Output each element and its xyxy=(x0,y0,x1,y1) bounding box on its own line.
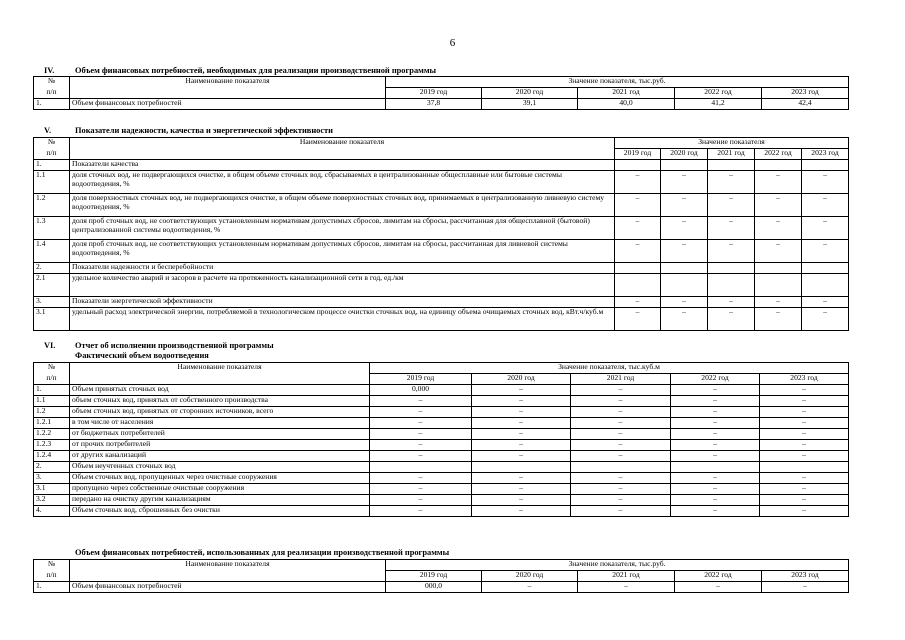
row-number: 1. xyxy=(34,582,70,593)
table-row xyxy=(34,451,849,462)
value-cell: – xyxy=(671,418,760,429)
value-cell: – xyxy=(571,396,671,407)
year-header: 2022 год xyxy=(675,88,762,99)
value-cell: – xyxy=(671,484,760,495)
value-cell: – xyxy=(472,495,571,506)
value-cell: – xyxy=(755,217,802,240)
year-header: 2019 год xyxy=(370,374,472,385)
value-cell: – xyxy=(671,385,760,396)
value-cell: – xyxy=(482,582,578,593)
value-cell: – xyxy=(760,418,849,429)
row-number: 1.1 xyxy=(34,171,70,194)
row-name: Объем финансовых потребностей xyxy=(70,582,386,593)
column-header-value: Значение показателя, тыс.руб. xyxy=(386,77,849,88)
section-vi-financial-title: Объем финансовых потребностей, использованных для реализации производственной программы xyxy=(75,548,450,557)
value-cell: – xyxy=(708,171,755,194)
table-header-row xyxy=(34,560,849,571)
row-name: удельное количество аварий и засоров в расчете на протяженность канализационной сети в год, ед./км xyxy=(70,274,615,297)
row-name: передано на очистку другим канализациям xyxy=(70,495,370,506)
value-cell: – xyxy=(708,297,755,308)
value-cell: – xyxy=(472,506,571,517)
table-row xyxy=(34,440,849,451)
value-cell: – xyxy=(760,440,849,451)
value-cell: – xyxy=(571,451,671,462)
section-vi-subtitle: Фактический объем водоотведения xyxy=(75,351,209,360)
year-header: 2023 год xyxy=(762,88,849,99)
value-cell: – xyxy=(615,194,661,217)
value-cell: – xyxy=(802,297,849,308)
value-cell: – xyxy=(370,484,472,495)
row-name: в том числе от населения xyxy=(70,418,370,429)
table-header-years-row xyxy=(34,149,849,160)
table-row xyxy=(34,473,849,484)
value-cell xyxy=(615,274,661,297)
value-cell xyxy=(571,462,671,473)
value-cell: 000,0 xyxy=(386,582,482,593)
table-row xyxy=(34,484,849,495)
value-cell: – xyxy=(571,473,671,484)
value-cell: – xyxy=(472,429,571,440)
value-cell xyxy=(671,462,760,473)
row-number: 1.4 xyxy=(34,240,70,263)
value-cell: – xyxy=(571,418,671,429)
row-number: 1.1 xyxy=(34,396,70,407)
year-header: 2022 год xyxy=(755,149,802,160)
year-header: 2019 год xyxy=(615,149,661,160)
value-cell xyxy=(708,274,755,297)
row-number: 3.1 xyxy=(34,484,70,495)
value-cell xyxy=(802,263,849,274)
year-header: 2021 год xyxy=(578,88,675,99)
column-header-value: Значение показателя xyxy=(615,138,849,149)
value-cell: – xyxy=(762,582,849,593)
value-cell: – xyxy=(472,451,571,462)
value-cell: – xyxy=(708,217,755,240)
section-vi-number: VI. xyxy=(44,341,56,350)
value-cell xyxy=(755,274,802,297)
value-cell: – xyxy=(755,297,802,308)
value-cell: – xyxy=(472,440,571,451)
table-row xyxy=(34,274,849,297)
row-number: 3.2 xyxy=(34,495,70,506)
table-row xyxy=(34,99,849,110)
value-cell xyxy=(661,263,708,274)
row-name: Показатели качества xyxy=(70,160,615,171)
column-header-number-sub: п/п xyxy=(34,149,70,160)
value-cell: – xyxy=(571,407,671,418)
value-cell: 42,4 xyxy=(762,99,849,110)
row-name: объем сточных вод, принятых от собственного производства xyxy=(70,396,370,407)
column-header-name: Наименование показателя xyxy=(70,363,370,374)
value-cell: – xyxy=(760,407,849,418)
column-header-number-sub: п/п xyxy=(34,374,70,385)
value-cell: – xyxy=(802,217,849,240)
value-cell: – xyxy=(755,308,802,331)
value-cell: – xyxy=(578,582,675,593)
value-cell: – xyxy=(671,429,760,440)
value-cell: – xyxy=(370,429,472,440)
row-name: доля проб сточных вод, не соответствующих установленным нормативам допустимых сбросов, лимитам на сбросы, рассчитанная для ливневой системы водоотведения, % xyxy=(70,240,615,263)
year-header: 2021 год xyxy=(708,149,755,160)
value-cell: – xyxy=(615,217,661,240)
table-header-row xyxy=(34,363,849,374)
row-name: объем сточных вод, принятых от сторонних источников, всего xyxy=(70,407,370,418)
value-cell: – xyxy=(671,473,760,484)
value-cell: – xyxy=(760,484,849,495)
table-row xyxy=(34,506,849,517)
value-cell: – xyxy=(472,473,571,484)
value-cell: – xyxy=(370,418,472,429)
row-name: доля сточных вод, не подвергающихся очистке, в общем объеме сточных вод, сбрасываемых в централизованные общесплавные или бытовые системы водоотведения, % xyxy=(70,171,615,194)
row-name: Объем сточных вод, пропущенных через очистные сооружения xyxy=(70,473,370,484)
row-number: 1.2 xyxy=(34,194,70,217)
value-cell: – xyxy=(661,297,708,308)
value-cell: – xyxy=(472,385,571,396)
value-cell xyxy=(802,160,849,171)
row-name: Объем финансовых потребностей xyxy=(70,99,386,110)
section-v-title: Показатели надежности, качества и энергетической эффективности xyxy=(75,126,333,135)
value-cell: – xyxy=(760,429,849,440)
value-cell: – xyxy=(661,171,708,194)
year-header: 2019 год xyxy=(386,88,482,99)
row-number: 3.1 xyxy=(34,308,70,331)
value-cell xyxy=(661,160,708,171)
year-header: 2021 год xyxy=(571,374,671,385)
column-header-number-sub: п/п xyxy=(34,571,70,582)
column-header-number: № xyxy=(34,77,70,88)
value-cell xyxy=(472,462,571,473)
value-cell: – xyxy=(760,451,849,462)
value-cell xyxy=(661,274,708,297)
value-cell xyxy=(615,263,661,274)
value-cell: – xyxy=(671,440,760,451)
value-cell: – xyxy=(472,396,571,407)
row-number: 2. xyxy=(34,263,70,274)
value-cell xyxy=(802,274,849,297)
column-header-name: Наименование показателя xyxy=(70,560,386,571)
row-name: Показатели надежности и бесперебойности xyxy=(70,263,615,274)
row-number: 1. xyxy=(34,385,70,396)
column-header-name: Наименование показателя xyxy=(70,138,615,149)
value-cell xyxy=(760,462,849,473)
value-cell: – xyxy=(661,308,708,331)
value-cell: – xyxy=(615,240,661,263)
value-cell: 39,1 xyxy=(482,99,578,110)
value-cell: – xyxy=(708,308,755,331)
row-number: 2. xyxy=(34,462,70,473)
column-header-name-cont xyxy=(70,571,386,582)
column-header-number-sub: п/п xyxy=(34,88,70,99)
year-header: 2022 год xyxy=(675,571,762,582)
value-cell: – xyxy=(571,440,671,451)
table-row xyxy=(34,396,849,407)
value-cell: 40,0 xyxy=(578,99,675,110)
table-row xyxy=(34,407,849,418)
value-cell: – xyxy=(370,396,472,407)
row-name: Объем сточных вод, сброшенных без очистки xyxy=(70,506,370,517)
table-row xyxy=(34,194,849,217)
row-name: от бюджетных потребителей xyxy=(70,429,370,440)
value-cell: – xyxy=(760,495,849,506)
table-row xyxy=(34,217,849,240)
year-header: 2023 год xyxy=(762,571,849,582)
row-number: 2.1 xyxy=(34,274,70,297)
year-header: 2020 год xyxy=(482,88,578,99)
value-cell: – xyxy=(802,308,849,331)
row-name: пропущено через собственные очистные сооружения xyxy=(70,484,370,495)
row-number: 3. xyxy=(34,473,70,484)
value-cell: – xyxy=(571,495,671,506)
row-number: 1.2.3 xyxy=(34,440,70,451)
table-row xyxy=(34,308,849,331)
value-cell: – xyxy=(370,495,472,506)
value-cell xyxy=(708,160,755,171)
wastewater-volume-table xyxy=(33,362,849,517)
section-vi-heading xyxy=(44,341,274,350)
section-v-number: V. xyxy=(44,126,52,135)
value-cell: – xyxy=(571,385,671,396)
row-number: 1.2.4 xyxy=(34,451,70,462)
value-cell: – xyxy=(755,171,802,194)
column-header-number: № xyxy=(34,138,70,149)
table-header-row xyxy=(34,77,849,88)
row-number: 1.2.1 xyxy=(34,418,70,429)
row-number: 1.3 xyxy=(34,217,70,240)
reliability-indicators-table xyxy=(33,137,849,331)
row-number: 1.2.2 xyxy=(34,429,70,440)
year-header: 2019 год xyxy=(386,571,482,582)
value-cell: – xyxy=(671,396,760,407)
value-cell xyxy=(615,160,661,171)
value-cell: – xyxy=(671,451,760,462)
table-header-years-row xyxy=(34,374,849,385)
row-name: Объем принятых сточных вод xyxy=(70,385,370,396)
column-header-value: Значение показателя, тыс.куб.м xyxy=(370,363,849,374)
value-cell: – xyxy=(370,473,472,484)
value-cell: – xyxy=(802,240,849,263)
row-name: от прочих потребителей xyxy=(70,440,370,451)
value-cell: – xyxy=(755,194,802,217)
row-name: от других канализаций xyxy=(70,451,370,462)
column-header-name-cont xyxy=(70,374,370,385)
table-row xyxy=(34,171,849,194)
value-cell: – xyxy=(472,484,571,495)
value-cell: – xyxy=(661,240,708,263)
value-cell: – xyxy=(571,506,671,517)
value-cell: – xyxy=(370,506,472,517)
value-cell: 0,000 xyxy=(370,385,472,396)
section-iv-title: Объем финансовых потребностей, необходимых для реализации производственной программы xyxy=(75,66,437,75)
value-cell xyxy=(755,160,802,171)
section-vi-title: Отчет об исполнении производственной программы xyxy=(75,341,274,350)
table-header-years-row xyxy=(34,571,849,582)
table-row xyxy=(34,297,849,308)
table-row xyxy=(34,160,849,171)
row-number: 4. xyxy=(34,506,70,517)
year-header: 2022 год xyxy=(671,374,760,385)
value-cell: 37,8 xyxy=(386,99,482,110)
year-header: 2023 год xyxy=(802,149,849,160)
row-number: 1.2 xyxy=(34,407,70,418)
value-cell: – xyxy=(370,440,472,451)
row-name: доля поверхностных сточных вод, не подвергающихся очистке, в общем объеме поверхностных сточных вод, принимаемых в централизованную ливневую систему водоотведения, % xyxy=(70,194,615,217)
value-cell: 41,2 xyxy=(675,99,762,110)
value-cell xyxy=(708,263,755,274)
row-number: 1. xyxy=(34,99,70,110)
value-cell: – xyxy=(760,473,849,484)
section-v-heading xyxy=(44,126,333,135)
value-cell: – xyxy=(755,240,802,263)
row-number: 1. xyxy=(34,160,70,171)
used-financial-needs-table xyxy=(33,559,849,593)
year-header: 2020 год xyxy=(472,374,571,385)
table-row xyxy=(34,263,849,274)
table-row xyxy=(34,462,849,473)
value-cell: – xyxy=(760,396,849,407)
value-cell: – xyxy=(661,217,708,240)
table-row xyxy=(34,385,849,396)
column-header-number: № xyxy=(34,363,70,374)
value-cell: – xyxy=(472,418,571,429)
value-cell: – xyxy=(370,407,472,418)
value-cell: – xyxy=(671,495,760,506)
row-name: Объем неучтенных сточных вод xyxy=(70,462,370,473)
value-cell: – xyxy=(472,407,571,418)
value-cell: – xyxy=(675,582,762,593)
value-cell: – xyxy=(671,407,760,418)
value-cell: – xyxy=(671,506,760,517)
value-cell: – xyxy=(571,484,671,495)
value-cell: – xyxy=(615,308,661,331)
value-cell: – xyxy=(708,240,755,263)
year-header: 2020 год xyxy=(661,149,708,160)
value-cell: – xyxy=(370,451,472,462)
section-iv-heading xyxy=(44,66,436,75)
value-cell: – xyxy=(802,171,849,194)
financial-needs-table xyxy=(33,76,849,110)
value-cell: – xyxy=(661,194,708,217)
value-cell: – xyxy=(760,385,849,396)
column-header-name: Наименование показателя xyxy=(70,77,386,99)
value-cell: – xyxy=(760,506,849,517)
section-iv-number: IV. xyxy=(44,66,55,75)
value-cell xyxy=(370,462,472,473)
page-number: 6 xyxy=(449,37,456,49)
year-header: 2023 год xyxy=(760,374,849,385)
value-cell: – xyxy=(571,429,671,440)
year-header: 2021 год xyxy=(578,571,675,582)
table-header-row xyxy=(34,138,849,149)
value-cell xyxy=(755,263,802,274)
year-header: 2020 год xyxy=(482,571,578,582)
table-row xyxy=(34,240,849,263)
row-name: удельный расход электрической энергии, потребляемой в технологическом процессе очистки сточных вод, на единицу объема очищаемых сточных вод, кВт.ч/куб.м xyxy=(70,308,615,331)
column-header-number: № xyxy=(34,560,70,571)
value-cell: – xyxy=(802,194,849,217)
row-name: доля проб сточных вод, не соответствующих установленным нормативам допустимых сбросов, лимитам на сбросы, рассчитанная для общесплавной (бытовой) централизованной системы водоотведения, % xyxy=(70,217,615,240)
value-cell: – xyxy=(615,171,661,194)
table-row xyxy=(34,429,849,440)
column-header-value: Значение показателя, тыс.руб. xyxy=(386,560,849,571)
row-number: 3. xyxy=(34,297,70,308)
value-cell: – xyxy=(708,194,755,217)
table-row xyxy=(34,418,849,429)
column-header-name-cont xyxy=(70,149,615,160)
value-cell: – xyxy=(615,297,661,308)
row-name: Показатели энергетической эффективности xyxy=(70,297,615,308)
table-row xyxy=(34,495,849,506)
table-row xyxy=(34,582,849,593)
